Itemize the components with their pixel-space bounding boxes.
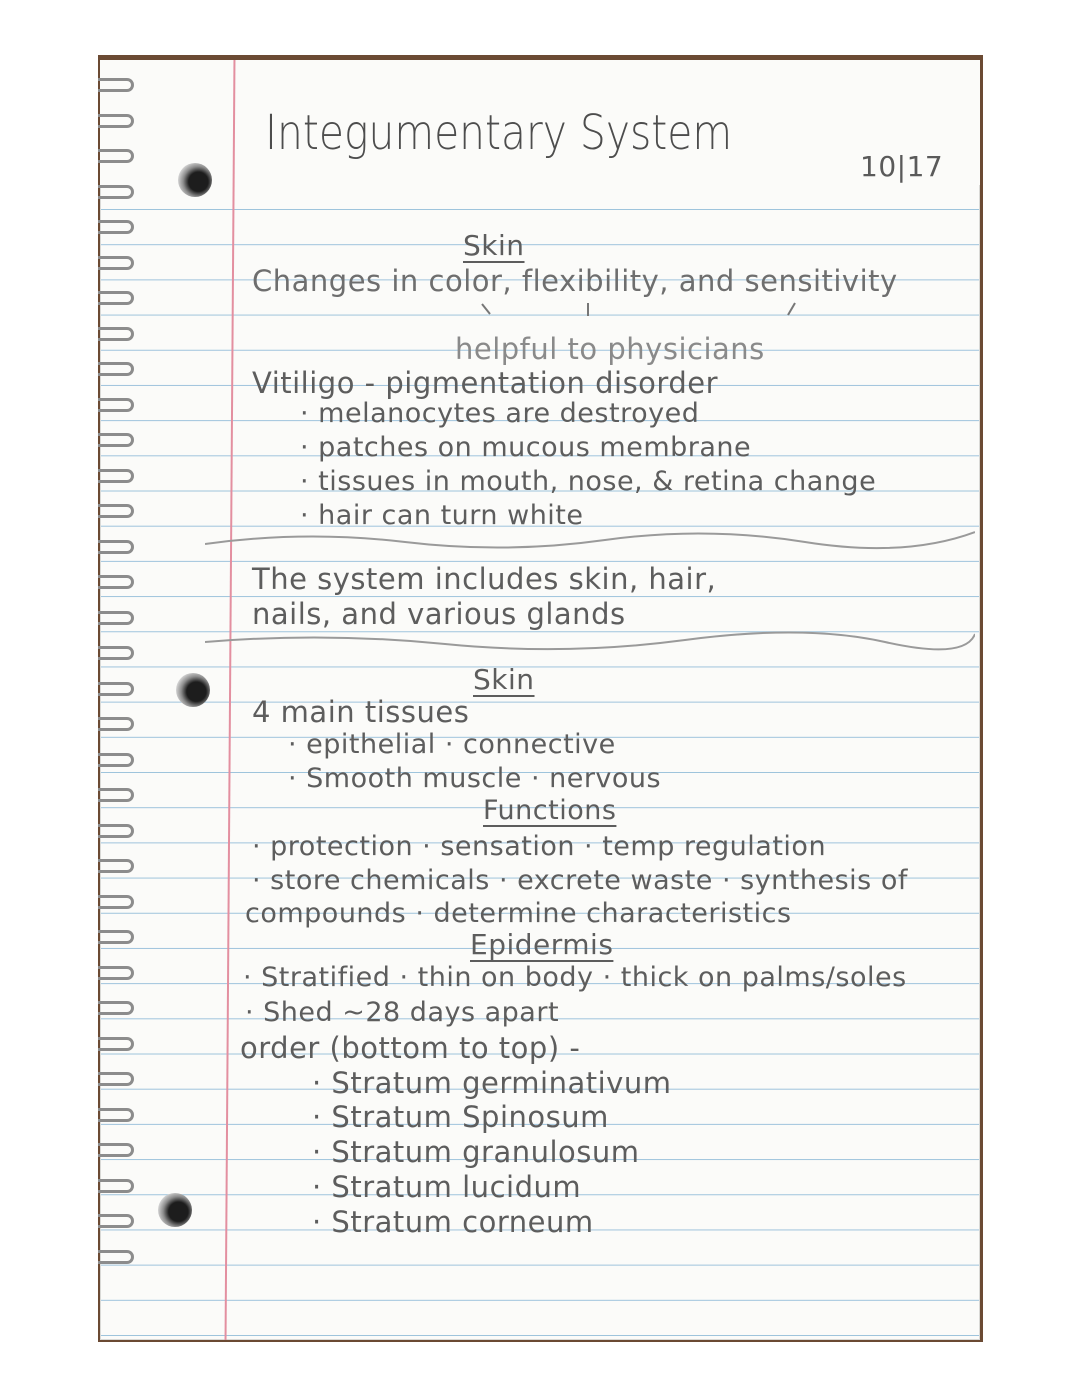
heading-skin-2: Skin <box>473 663 535 696</box>
tissues-row: · Smooth muscle · nervous <box>288 763 662 794</box>
layer-item: · Stratum Spinosum <box>312 1100 609 1134</box>
layer-item: · Stratum lucidum <box>312 1170 582 1204</box>
spiral-coil <box>98 114 134 128</box>
functions-row: · protection · sensation · temp regulation <box>252 831 827 862</box>
heading-functions: Functions <box>483 795 617 826</box>
functions-row: compounds · determine characteristics <box>245 898 792 929</box>
vitiligo-title: Vitiligo - pigmentation disorder <box>252 366 719 400</box>
spiral-coil <box>98 682 134 696</box>
spiral-coil <box>98 327 134 341</box>
spiral-coil <box>98 1250 134 1264</box>
punch-hole-middle <box>176 673 210 707</box>
spiral-coil <box>98 611 134 625</box>
spiral-coil <box>98 433 134 447</box>
vitiligo-bullet: · patches on mucous membrane <box>300 432 752 463</box>
spiral-coil <box>98 753 134 767</box>
spiral-coil <box>98 717 134 731</box>
layer-item: · Stratum corneum <box>312 1205 594 1239</box>
spiral-coil <box>98 398 134 412</box>
spiral-coil <box>98 1214 134 1228</box>
tissues-title: 4 main tissues <box>252 695 470 729</box>
spiral-coil <box>98 646 134 660</box>
spiral-coil <box>98 78 134 92</box>
spiral-binding <box>98 78 138 1278</box>
arrow-marks <box>470 300 810 324</box>
page-title: Integumentary System <box>265 105 733 161</box>
order-title: order (bottom to top) - <box>240 1031 581 1065</box>
spiral-coil <box>98 469 134 483</box>
spiral-coil <box>98 504 134 518</box>
spiral-coil <box>98 540 134 554</box>
spiral-coil <box>98 966 134 980</box>
tissues-row: · epithelial · connective <box>288 729 616 760</box>
vitiligo-bullet: · melanocytes are destroyed <box>300 398 700 429</box>
spiral-coil <box>98 291 134 305</box>
spiral-coil <box>98 824 134 838</box>
spiral-coil <box>98 895 134 909</box>
layer-item: · Stratum germinativum <box>312 1066 672 1100</box>
wavy-divider-1 <box>205 530 975 554</box>
spiral-coil <box>98 859 134 873</box>
spiral-coil <box>98 362 134 376</box>
spiral-coil <box>98 1108 134 1122</box>
spiral-coil <box>98 575 134 589</box>
system-includes-line1: The system includes skin, hair, <box>252 562 717 596</box>
spiral-coil <box>98 256 134 270</box>
spiral-coil <box>98 788 134 802</box>
spiral-coil <box>98 1037 134 1051</box>
heading-epidermis: Epidermis <box>470 928 614 961</box>
functions-row: · store chemicals · excrete waste · synthesis of <box>252 865 908 896</box>
spiral-coil <box>98 930 134 944</box>
punch-hole-top <box>178 163 212 197</box>
spiral-coil <box>98 220 134 234</box>
layer-item: · Stratum granulosum <box>312 1135 640 1169</box>
helpful-note: helpful to physicians <box>455 332 765 366</box>
system-includes-line2: nails, and various glands <box>252 597 626 631</box>
vitiligo-bullet: · tissues in mouth, nose, & retina change <box>300 466 877 497</box>
punch-hole-bottom <box>158 1193 192 1227</box>
spiral-coil <box>98 149 134 163</box>
epidermis-row: · Stratified · thin on body · thick on palms/soles <box>243 962 907 993</box>
page-date: 10|17 <box>860 150 944 183</box>
wavy-divider-2 <box>205 630 975 654</box>
spiral-coil <box>98 1001 134 1015</box>
skin-changes-line: Changes in color, flexibility, and sensitivity <box>252 264 898 298</box>
heading-skin-1: Skin <box>463 229 525 262</box>
spiral-coil <box>98 1072 134 1086</box>
spiral-coil <box>98 1179 134 1193</box>
epidermis-row: · Shed ~28 days apart <box>245 997 560 1028</box>
spiral-coil <box>98 1143 134 1157</box>
spiral-coil <box>98 185 134 199</box>
vitiligo-bullet: · hair can turn white <box>300 500 584 531</box>
